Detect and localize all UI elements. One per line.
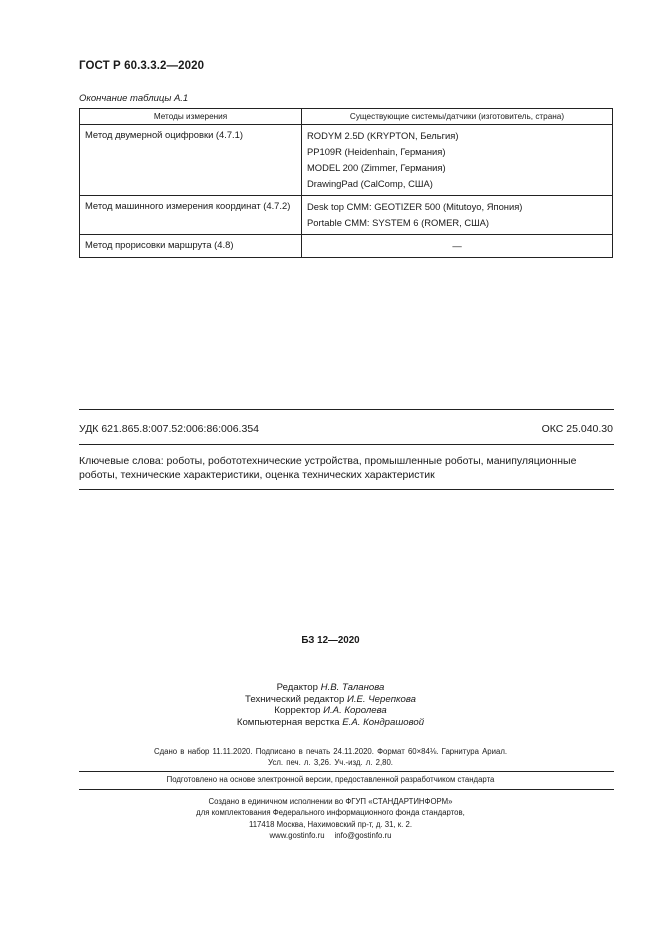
- divider: [79, 789, 614, 790]
- column-header-methods: Методы измерения: [80, 109, 302, 125]
- corrector-line: [0, 705, 661, 717]
- divider: [79, 444, 614, 445]
- system-item: Portable CMM: SYSTEM 6 (ROMER, США): [307, 217, 490, 228]
- system-item: PP109R (Heidenhain, Германия): [307, 146, 446, 157]
- system-item: MODEL 200 (Zimmer, Германия): [307, 162, 446, 173]
- created-line-2: для комплектования Федерального информационного фонда стандартов,: [196, 807, 465, 817]
- corrector-label: Корректор: [274, 705, 321, 716]
- prepared-note: Подготовлено на основе электронной версии, предоставленной разработчиком стандарта: [166, 775, 495, 784]
- tech-editor-name: И.Е. Черепкова: [346, 693, 416, 705]
- systems-cell: [302, 235, 613, 258]
- editor-line: [0, 682, 661, 694]
- contact-line: [0, 831, 661, 842]
- corrector-name: И.А. Королева: [323, 705, 387, 716]
- email-link[interactable]: info@gostinfo.ru: [334, 830, 392, 840]
- method-cell: Метод прорисовки маршрута (4.8): [80, 235, 302, 258]
- contact-block: [0, 820, 661, 841]
- editor-name: Н.В. Таланова: [320, 682, 385, 693]
- bz-number: БЗ 12—2020: [301, 635, 360, 646]
- created-note: [0, 797, 661, 818]
- table-caption: Окончание таблицы А.1: [79, 93, 189, 104]
- oks-code: ОКС 25.040.30: [541, 423, 613, 435]
- editor-label: Редактор: [276, 682, 318, 693]
- systems-cell: [302, 125, 613, 196]
- created-line-1: Создано в единичном исполнении во ФГУП «СТАНДАРТИНФОРМ»: [208, 797, 453, 806]
- address: 117418 Москва, Нахимовский пр-т, д. 31, к. 2.: [248, 820, 413, 829]
- layout-name: Е.А. Кондрашовой: [342, 716, 425, 728]
- system-item: DrawingPad (CalComp, США): [307, 178, 433, 189]
- divider: [79, 409, 614, 410]
- print-details: [0, 746, 661, 768]
- systems-cell: [302, 196, 613, 235]
- measurement-methods-table: [79, 108, 613, 258]
- system-item: —: [452, 240, 462, 251]
- divider: [79, 771, 614, 772]
- column-header-systems: Существующие системы/датчики (изготовитель, страна): [302, 109, 613, 125]
- layout-line: [0, 717, 661, 729]
- print-sheets: Усл. печ. л. 3,26. Уч.-изд. л. 2,80.: [268, 758, 393, 767]
- udk-code: УДК 621.865.8:007.52:006:86:006.354: [79, 423, 259, 435]
- keywords: Ключевые слова: роботы, робототехнические устройства, промышленные роботы, манипуляционные роботы, технические характеристики, оценка технических характеристик: [79, 455, 577, 481]
- editors-block: [0, 682, 661, 728]
- table-row: [80, 125, 613, 196]
- website-link[interactable]: www.gostinfo.ru: [269, 830, 325, 840]
- system-item: RODYM 2.5D (KRYPTON, Бельгия): [307, 130, 459, 141]
- tech-editor-line: [0, 694, 661, 706]
- method-cell: Метод машинного измерения координат (4.7.2): [80, 196, 302, 235]
- table-row: [80, 196, 613, 235]
- layout-label: Компьютерная верстка: [236, 716, 340, 728]
- divider: [79, 489, 614, 490]
- print-dates: Сдано в набор 11.11.2020. Подписано в печать 24.11.2020. Формат 60×84⅛. Гарнитура Ариал.: [153, 747, 508, 756]
- system-item: Desk top CMM: GEOTIZER 500 (Mitutoyo, Япония): [307, 201, 523, 212]
- document-code: ГОСТ Р 60.3.3.2—2020: [79, 60, 205, 72]
- method-cell: Метод двумерной оцифровки (4.7.1): [80, 125, 302, 196]
- table-row: [80, 235, 613, 258]
- tech-editor-label: Технический редактор: [245, 693, 345, 705]
